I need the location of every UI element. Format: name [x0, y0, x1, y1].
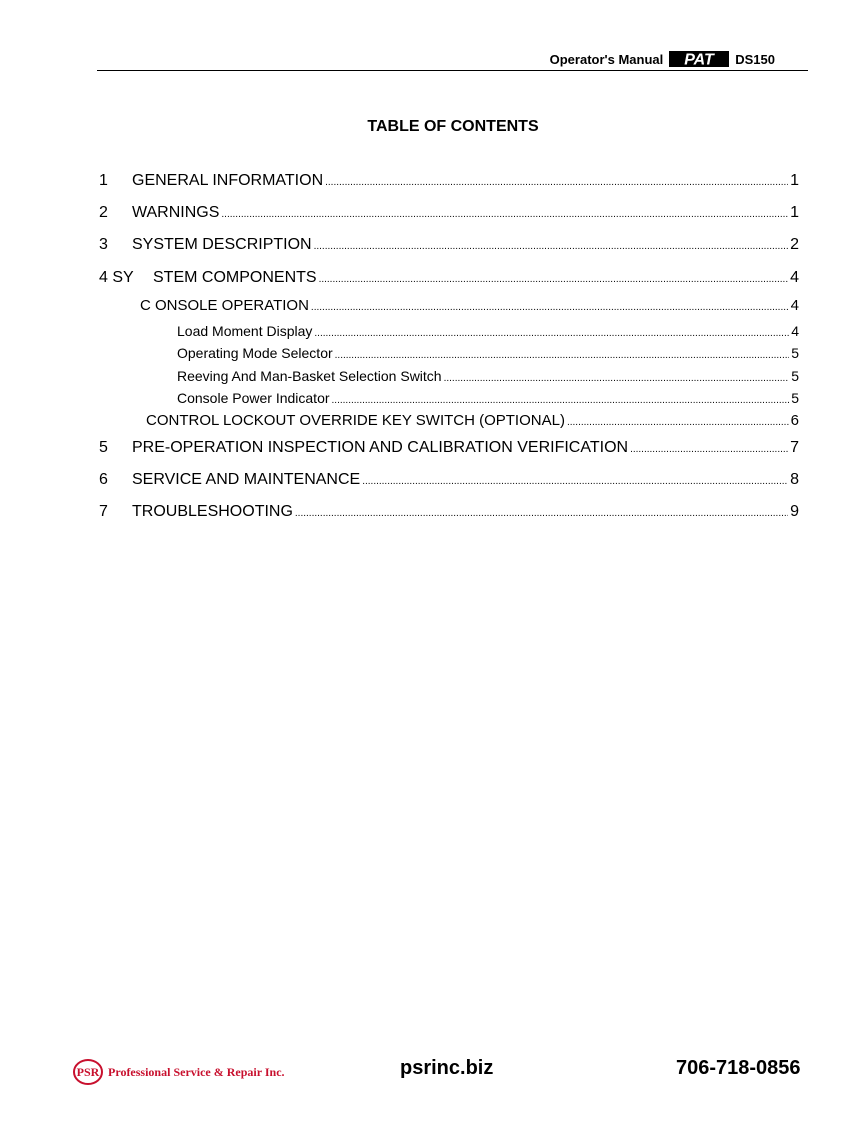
- toc-entry-label: C ONSOLE OPERATION: [140, 297, 309, 314]
- toc-entry[interactable]: [99, 503, 799, 521]
- toc-entry-label: CONTROL LOCKOUT OVERRIDE KEY SWITCH (OPTIONAL): [146, 412, 565, 429]
- toc-entry-label: Console Power Indicator: [177, 390, 330, 406]
- page-footer: [0, 1050, 866, 1090]
- psr-logo-text: PSR: [76, 1065, 100, 1079]
- company-name: Professional Service & Repair Inc.: [108, 1064, 285, 1079]
- toc-entry-page: 1: [790, 204, 799, 221]
- toc-entry[interactable]: [177, 323, 799, 339]
- toc-entry-page: 4: [790, 269, 799, 286]
- toc-entry-label: PRE-OPERATION INSPECTION AND CALIBRATION VERIFICATION: [132, 439, 629, 456]
- toc-entry-page: 9: [790, 503, 799, 520]
- toc-entry-number: 1: [99, 172, 108, 189]
- toc-entry-label: Load Moment Display: [177, 323, 313, 339]
- toc-entry[interactable]: [99, 439, 799, 457]
- toc-leader-dots: [332, 390, 790, 406]
- toc-entry-page: 1: [790, 172, 799, 189]
- phone-number[interactable]: 706-718-0856: [676, 1057, 801, 1079]
- toc-entry[interactable]: [177, 345, 799, 361]
- toc-leader-dots: [444, 368, 790, 384]
- toc-entry-number: 5: [99, 439, 108, 456]
- toc-entry-label: Operating Mode Selector: [177, 345, 333, 361]
- toc-leader-dots: [314, 236, 789, 254]
- toc-leader-dots: [314, 323, 789, 339]
- toc-leader-dots: [311, 297, 789, 314]
- toc-entry-number: 2: [99, 204, 108, 221]
- toc-leader-dots: [319, 269, 789, 287]
- toc-leader-dots: [295, 503, 788, 521]
- toc-leader-dots: [221, 204, 788, 222]
- toc-leader-dots: [335, 345, 790, 361]
- psr-logo: [72, 1058, 285, 1086]
- toc-entry[interactable]: [99, 269, 799, 287]
- toc-entry-page: 8: [790, 471, 799, 488]
- toc-entry[interactable]: [177, 390, 799, 406]
- toc-entry-page: 6: [790, 412, 799, 429]
- toc-entry[interactable]: [99, 236, 799, 254]
- page-header: [97, 50, 808, 71]
- toc-entry-page: 4: [791, 323, 799, 339]
- toc-leader-dots: [630, 439, 788, 457]
- toc-entry-page: 5: [791, 390, 799, 406]
- toc-entry-label: TROUBLESHOOTING: [132, 503, 293, 520]
- toc-entry-page: 5: [791, 368, 799, 384]
- toc-entry-label: SERVICE AND MAINTENANCE: [132, 471, 361, 488]
- header-right: [550, 51, 775, 67]
- toc-entry-number: 3: [99, 236, 108, 253]
- toc-entry-page: 2: [790, 236, 799, 253]
- toc-title: TABLE OF CONTENTS: [367, 118, 539, 135]
- manual-label: Operator's Manual: [549, 51, 664, 67]
- toc-leader-dots: [325, 172, 788, 190]
- toc-entry-label: STEM COMPONENTS: [153, 269, 317, 286]
- toc-entry[interactable]: [177, 368, 799, 384]
- toc-entry-page: 7: [790, 439, 799, 456]
- toc-entry[interactable]: [146, 412, 799, 429]
- toc-entry[interactable]: [99, 204, 799, 222]
- website-link[interactable]: psrinc.biz: [400, 1057, 494, 1079]
- toc-entry[interactable]: [140, 297, 799, 314]
- toc-entry-number: 6: [99, 471, 108, 488]
- toc-leader-dots: [567, 412, 789, 429]
- toc-entry-label: SYSTEM DESCRIPTION: [132, 236, 312, 253]
- toc-entry-label: Reeving And Man-Basket Selection Switch: [177, 368, 442, 384]
- toc-entry[interactable]: [99, 471, 799, 489]
- model-label: DS150: [735, 51, 775, 67]
- pat-logo-icon: [669, 51, 729, 67]
- toc-entry-number: 7: [99, 503, 108, 520]
- psr-logo-icon: [72, 1058, 104, 1086]
- brand-text: PAT: [684, 51, 715, 67]
- toc-entry-label: GENERAL INFORMATION: [132, 172, 324, 189]
- toc-entry-number: 4 SY: [99, 269, 134, 286]
- toc-leader-dots: [362, 471, 788, 489]
- toc-entry-label: WARNINGS: [132, 204, 220, 221]
- toc-entry-page: 5: [791, 345, 799, 361]
- toc-entry-page: 4: [790, 297, 799, 314]
- toc-entry[interactable]: [99, 172, 799, 190]
